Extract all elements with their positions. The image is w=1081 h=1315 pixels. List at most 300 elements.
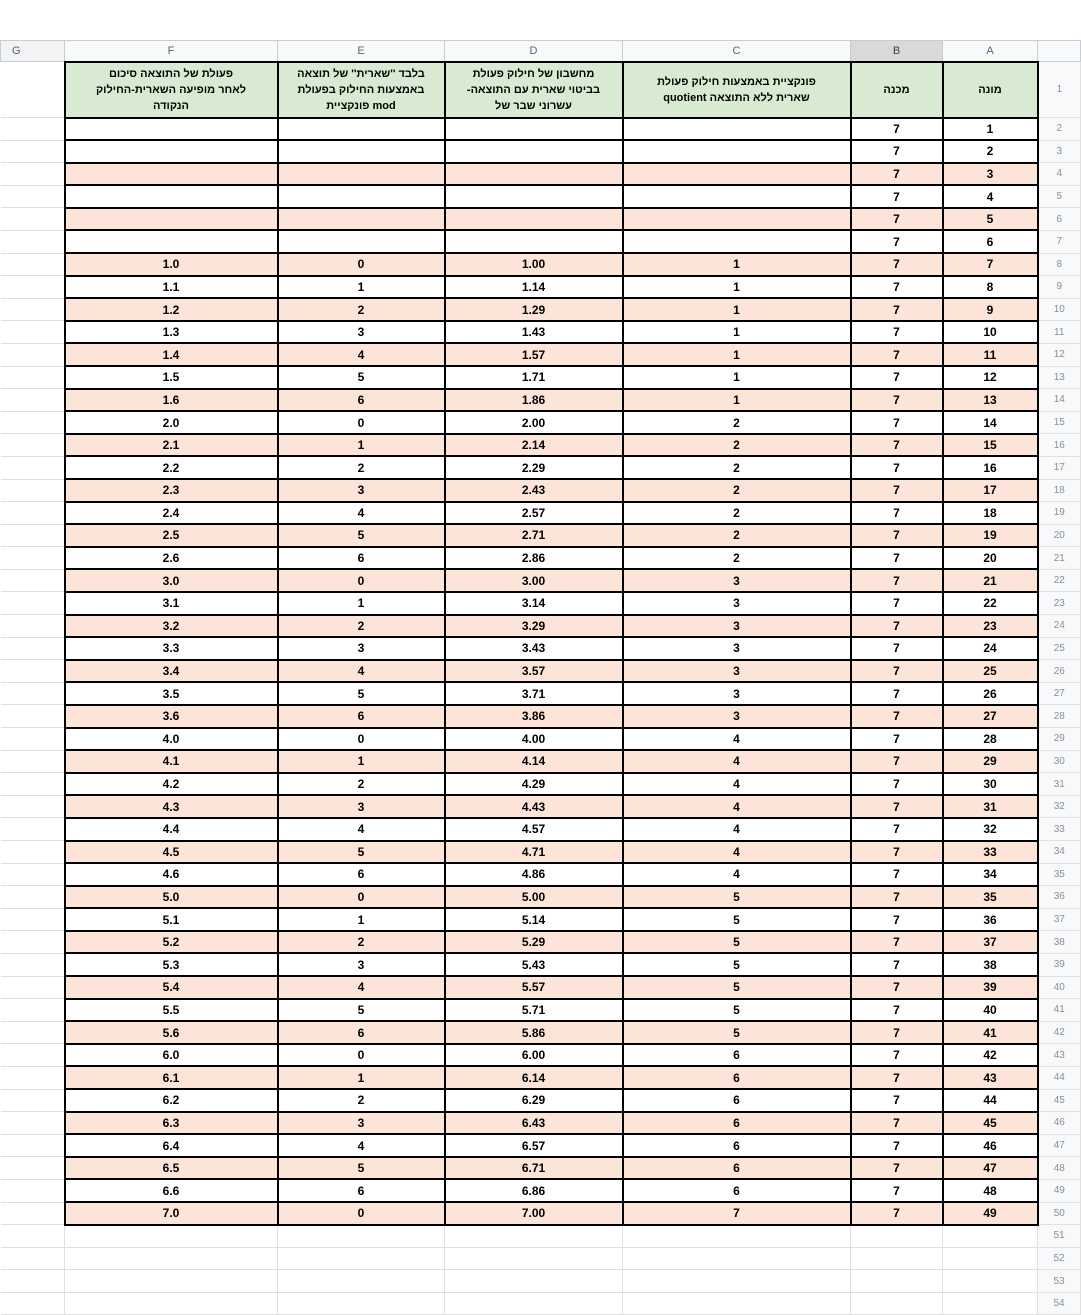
row-number-52[interactable]: 52 xyxy=(1038,1247,1081,1270)
cell-E18[interactable]: 3 xyxy=(278,479,445,502)
cell-A35[interactable]: 34 xyxy=(943,863,1038,886)
cell-G8[interactable] xyxy=(1,253,65,276)
cell-C42[interactable]: 5 xyxy=(623,1021,851,1044)
cell-A48[interactable]: 47 xyxy=(943,1157,1038,1180)
row-number-29[interactable]: 29 xyxy=(1038,728,1081,751)
cell-C48[interactable]: 6 xyxy=(623,1157,851,1180)
cell-D35[interactable]: 4.86 xyxy=(445,863,623,886)
cell-B40[interactable]: 7 xyxy=(851,976,943,999)
cell-E11[interactable]: 3 xyxy=(278,321,445,344)
column-header-F[interactable]: F xyxy=(65,41,278,62)
cell-D28[interactable]: 3.86 xyxy=(445,705,623,728)
cell-C21[interactable]: 2 xyxy=(623,547,851,570)
cell-E42[interactable]: 6 xyxy=(278,1021,445,1044)
cell-D18[interactable]: 2.43 xyxy=(445,479,623,502)
cell-B53[interactable] xyxy=(851,1270,943,1293)
header-cell-F1[interactable]: סיכום התוצאה של פעולת החילוק-השארית מופיעה לאחר הנקודה xyxy=(65,62,278,118)
cell-A32[interactable]: 31 xyxy=(943,795,1038,818)
cell-E22[interactable]: 0 xyxy=(278,569,445,592)
cell-E3[interactable] xyxy=(278,140,445,163)
cell-C15[interactable]: 2 xyxy=(623,411,851,434)
cell-G4[interactable] xyxy=(1,163,65,186)
cell-G23[interactable] xyxy=(1,592,65,615)
cell-C35[interactable]: 4 xyxy=(623,863,851,886)
cell-G6[interactable] xyxy=(1,208,65,231)
row-number-14[interactable]: 14 xyxy=(1038,389,1081,412)
cell-A17[interactable]: 16 xyxy=(943,456,1038,479)
cell-C37[interactable]: 5 xyxy=(623,908,851,931)
cell-G2[interactable] xyxy=(1,118,65,141)
cell-B22[interactable]: 7 xyxy=(851,569,943,592)
cell-E14[interactable]: 6 xyxy=(278,389,445,412)
cell-E20[interactable]: 5 xyxy=(278,524,445,547)
cell-A46[interactable]: 45 xyxy=(943,1112,1038,1135)
row-number-19[interactable]: 19 xyxy=(1038,502,1081,525)
cell-G24[interactable] xyxy=(1,615,65,638)
cell-G32[interactable] xyxy=(1,795,65,818)
cell-B31[interactable]: 7 xyxy=(851,773,943,796)
cell-D53[interactable] xyxy=(445,1270,623,1293)
cell-G43[interactable] xyxy=(1,1044,65,1067)
cell-B43[interactable]: 7 xyxy=(851,1044,943,1067)
column-header-E[interactable]: E xyxy=(278,41,445,62)
cell-G21[interactable] xyxy=(1,547,65,570)
cell-B33[interactable]: 7 xyxy=(851,818,943,841)
cell-D2[interactable] xyxy=(445,118,623,141)
cell-C9[interactable]: 1 xyxy=(623,276,851,299)
cell-A10[interactable]: 9 xyxy=(943,298,1038,321)
cell-D41[interactable]: 5.71 xyxy=(445,999,623,1022)
cell-B2[interactable]: 7 xyxy=(851,118,943,141)
cell-E27[interactable]: 5 xyxy=(278,682,445,705)
cell-F3[interactable] xyxy=(65,140,278,163)
cell-G53[interactable] xyxy=(1,1270,65,1293)
header-cell-B1[interactable]: מכנה xyxy=(851,62,943,118)
cell-B44[interactable]: 7 xyxy=(851,1066,943,1089)
cell-D20[interactable]: 2.71 xyxy=(445,524,623,547)
cell-A4[interactable]: 3 xyxy=(943,163,1038,186)
cell-F39[interactable]: 5.3 xyxy=(65,953,278,976)
column-header-D[interactable]: D xyxy=(445,41,623,62)
cell-D33[interactable]: 4.57 xyxy=(445,818,623,841)
cell-G22[interactable] xyxy=(1,569,65,592)
row-number-36[interactable]: 36 xyxy=(1038,886,1081,909)
cell-A3[interactable]: 2 xyxy=(943,140,1038,163)
cell-D37[interactable]: 5.14 xyxy=(445,908,623,931)
cell-F47[interactable]: 6.4 xyxy=(65,1134,278,1157)
cell-D5[interactable] xyxy=(445,185,623,208)
cell-C47[interactable]: 6 xyxy=(623,1134,851,1157)
cell-D49[interactable]: 6.86 xyxy=(445,1179,623,1202)
cell-G28[interactable] xyxy=(1,705,65,728)
header-cell-D1[interactable]: פעולת חילוק של מחשבון -התוצאה עם שארית בביטוי של שבר עשרוני xyxy=(445,62,623,118)
cell-D16[interactable]: 2.14 xyxy=(445,434,623,457)
cell-G54[interactable] xyxy=(1,1292,65,1315)
cell-C52[interactable] xyxy=(623,1247,851,1270)
cell-E21[interactable]: 6 xyxy=(278,547,445,570)
cell-F9[interactable]: 1.1 xyxy=(65,276,278,299)
header-cell-E1[interactable]: תוצאה של ''שארית'' בלבד בפעולת החילוק באמצעות פונקציית mod xyxy=(278,62,445,118)
cell-C40[interactable]: 5 xyxy=(623,976,851,999)
row-number-5[interactable]: 5 xyxy=(1038,185,1081,208)
row-number-46[interactable]: 46 xyxy=(1038,1112,1081,1135)
cell-D17[interactable]: 2.29 xyxy=(445,456,623,479)
cell-F42[interactable]: 5.6 xyxy=(65,1021,278,1044)
cell-A53[interactable] xyxy=(943,1270,1038,1293)
cell-F36[interactable]: 5.0 xyxy=(65,886,278,909)
cell-A14[interactable]: 13 xyxy=(943,389,1038,412)
cell-E15[interactable]: 0 xyxy=(278,411,445,434)
cell-F4[interactable] xyxy=(65,163,278,186)
cell-D9[interactable]: 1.14 xyxy=(445,276,623,299)
row-number-16[interactable]: 16 xyxy=(1038,434,1081,457)
cell-G31[interactable] xyxy=(1,773,65,796)
cell-G17[interactable] xyxy=(1,456,65,479)
row-number-7[interactable]: 7 xyxy=(1038,230,1081,253)
cell-B16[interactable]: 7 xyxy=(851,434,943,457)
cell-G19[interactable] xyxy=(1,502,65,525)
cell-F11[interactable]: 1.3 xyxy=(65,321,278,344)
cell-G39[interactable] xyxy=(1,953,65,976)
cell-B9[interactable]: 7 xyxy=(851,276,943,299)
cell-E48[interactable]: 5 xyxy=(278,1157,445,1180)
cell-C20[interactable]: 2 xyxy=(623,524,851,547)
cell-B17[interactable]: 7 xyxy=(851,456,943,479)
cell-C50[interactable]: 7 xyxy=(623,1202,851,1225)
cell-G26[interactable] xyxy=(1,660,65,683)
cell-F5[interactable] xyxy=(65,185,278,208)
cell-D22[interactable]: 3.00 xyxy=(445,569,623,592)
row-number-38[interactable]: 38 xyxy=(1038,931,1081,954)
cell-B32[interactable]: 7 xyxy=(851,795,943,818)
cell-B26[interactable]: 7 xyxy=(851,660,943,683)
row-number-31[interactable]: 31 xyxy=(1038,773,1081,796)
cell-E35[interactable]: 6 xyxy=(278,863,445,886)
cell-F17[interactable]: 2.2 xyxy=(65,456,278,479)
cell-D7[interactable] xyxy=(445,230,623,253)
cell-A38[interactable]: 37 xyxy=(943,931,1038,954)
cell-G27[interactable] xyxy=(1,682,65,705)
cell-D51[interactable] xyxy=(445,1225,623,1248)
column-header-B[interactable]: B xyxy=(851,41,943,62)
cell-F18[interactable]: 2.3 xyxy=(65,479,278,502)
cell-B27[interactable]: 7 xyxy=(851,682,943,705)
cell-G41[interactable] xyxy=(1,999,65,1022)
cell-A7[interactable]: 6 xyxy=(943,230,1038,253)
cell-D4[interactable] xyxy=(445,163,623,186)
cell-C30[interactable]: 4 xyxy=(623,750,851,773)
cell-E30[interactable]: 1 xyxy=(278,750,445,773)
cell-E37[interactable]: 1 xyxy=(278,908,445,931)
cell-D23[interactable]: 3.14 xyxy=(445,592,623,615)
cell-E5[interactable] xyxy=(278,185,445,208)
cell-C7[interactable] xyxy=(623,230,851,253)
cell-G5[interactable] xyxy=(1,185,65,208)
cell-B25[interactable]: 7 xyxy=(851,637,943,660)
row-number-18[interactable]: 18 xyxy=(1038,479,1081,502)
cell-F24[interactable]: 3.2 xyxy=(65,615,278,638)
cell-E28[interactable]: 6 xyxy=(278,705,445,728)
cell-E40[interactable]: 4 xyxy=(278,976,445,999)
cell-E10[interactable]: 2 xyxy=(278,298,445,321)
cell-F23[interactable]: 3.1 xyxy=(65,592,278,615)
cell-C19[interactable]: 2 xyxy=(623,502,851,525)
cell-A15[interactable]: 14 xyxy=(943,411,1038,434)
cell-G16[interactable] xyxy=(1,434,65,457)
cell-A20[interactable]: 19 xyxy=(943,524,1038,547)
cell-D47[interactable]: 6.57 xyxy=(445,1134,623,1157)
row-number-40[interactable]: 40 xyxy=(1038,976,1081,999)
cell-B47[interactable]: 7 xyxy=(851,1134,943,1157)
cell-A11[interactable]: 10 xyxy=(943,321,1038,344)
cell-A45[interactable]: 44 xyxy=(943,1089,1038,1112)
cell-A5[interactable]: 4 xyxy=(943,185,1038,208)
cell-E51[interactable] xyxy=(278,1225,445,1248)
row-number-4[interactable]: 4 xyxy=(1038,163,1081,186)
cell-G45[interactable] xyxy=(1,1089,65,1112)
cell-F26[interactable]: 3.4 xyxy=(65,660,278,683)
row-number-26[interactable]: 26 xyxy=(1038,660,1081,683)
cell-G52[interactable] xyxy=(1,1247,65,1270)
cell-E13[interactable]: 5 xyxy=(278,366,445,389)
cell-D40[interactable]: 5.57 xyxy=(445,976,623,999)
cell-F43[interactable]: 6.0 xyxy=(65,1044,278,1067)
cell-D13[interactable]: 1.71 xyxy=(445,366,623,389)
cell-G29[interactable] xyxy=(1,728,65,751)
cell-D32[interactable]: 4.43 xyxy=(445,795,623,818)
cell-D36[interactable]: 5.00 xyxy=(445,886,623,909)
cell-A12[interactable]: 11 xyxy=(943,343,1038,366)
row-number-9[interactable]: 9 xyxy=(1038,276,1081,299)
cell-E49[interactable]: 6 xyxy=(278,1179,445,1202)
cell-G44[interactable] xyxy=(1,1066,65,1089)
cell-D6[interactable] xyxy=(445,208,623,231)
cell-A24[interactable]: 23 xyxy=(943,615,1038,638)
row-number-45[interactable]: 45 xyxy=(1038,1089,1081,1112)
cell-F13[interactable]: 1.5 xyxy=(65,366,278,389)
cell-A37[interactable]: 36 xyxy=(943,908,1038,931)
cell-F34[interactable]: 4.5 xyxy=(65,841,278,864)
row-number-43[interactable]: 43 xyxy=(1038,1044,1081,1067)
cell-D38[interactable]: 5.29 xyxy=(445,931,623,954)
cell-B54[interactable] xyxy=(851,1292,943,1315)
cell-G18[interactable] xyxy=(1,479,65,502)
cell-F35[interactable]: 4.6 xyxy=(65,863,278,886)
cell-E16[interactable]: 1 xyxy=(278,434,445,457)
cell-B10[interactable]: 7 xyxy=(851,298,943,321)
cell-C25[interactable]: 3 xyxy=(623,637,851,660)
row-number-41[interactable]: 41 xyxy=(1038,999,1081,1022)
cell-A22[interactable]: 21 xyxy=(943,569,1038,592)
cell-D46[interactable]: 6.43 xyxy=(445,1112,623,1135)
cell-C10[interactable]: 1 xyxy=(623,298,851,321)
cell-G47[interactable] xyxy=(1,1134,65,1157)
cell-A54[interactable] xyxy=(943,1292,1038,1315)
cell-B46[interactable]: 7 xyxy=(851,1112,943,1135)
cell-F8[interactable]: 1.0 xyxy=(65,253,278,276)
cell-C18[interactable]: 2 xyxy=(623,479,851,502)
cell-A40[interactable]: 39 xyxy=(943,976,1038,999)
cell-B21[interactable]: 7 xyxy=(851,547,943,570)
cell-G34[interactable] xyxy=(1,841,65,864)
cell-G42[interactable] xyxy=(1,1021,65,1044)
cell-D43[interactable]: 6.00 xyxy=(445,1044,623,1067)
cell-D15[interactable]: 2.00 xyxy=(445,411,623,434)
row-number-24[interactable]: 24 xyxy=(1038,615,1081,638)
cell-C8[interactable]: 1 xyxy=(623,253,851,276)
cell-F16[interactable]: 2.1 xyxy=(65,434,278,457)
cell-F38[interactable]: 5.2 xyxy=(65,931,278,954)
cell-F50[interactable]: 7.0 xyxy=(65,1202,278,1225)
cell-C53[interactable] xyxy=(623,1270,851,1293)
cell-D24[interactable]: 3.29 xyxy=(445,615,623,638)
cell-A33[interactable]: 32 xyxy=(943,818,1038,841)
cell-E6[interactable] xyxy=(278,208,445,231)
cell-G35[interactable] xyxy=(1,863,65,886)
cell-E24[interactable]: 2 xyxy=(278,615,445,638)
cell-E31[interactable]: 2 xyxy=(278,773,445,796)
cell-E52[interactable] xyxy=(278,1247,445,1270)
cell-D34[interactable]: 4.71 xyxy=(445,841,623,864)
cell-C45[interactable]: 6 xyxy=(623,1089,851,1112)
cell-B15[interactable]: 7 xyxy=(851,411,943,434)
cell-B45[interactable]: 7 xyxy=(851,1089,943,1112)
cell-E54[interactable] xyxy=(278,1292,445,1315)
cell-A26[interactable]: 25 xyxy=(943,660,1038,683)
cell-D29[interactable]: 4.00 xyxy=(445,728,623,751)
cell-F15[interactable]: 2.0 xyxy=(65,411,278,434)
cell-B7[interactable]: 7 xyxy=(851,230,943,253)
cell-E26[interactable]: 4 xyxy=(278,660,445,683)
cell-E8[interactable]: 0 xyxy=(278,253,445,276)
cell-E29[interactable]: 0 xyxy=(278,728,445,751)
cell-C32[interactable]: 4 xyxy=(623,795,851,818)
cell-A29[interactable]: 28 xyxy=(943,728,1038,751)
cell-F7[interactable] xyxy=(65,230,278,253)
cell-E23[interactable]: 1 xyxy=(278,592,445,615)
cell-G50[interactable] xyxy=(1,1202,65,1225)
cell-B29[interactable]: 7 xyxy=(851,728,943,751)
cell-A19[interactable]: 18 xyxy=(943,502,1038,525)
column-header-G[interactable]: G xyxy=(1,41,65,62)
cell-B36[interactable]: 7 xyxy=(851,886,943,909)
cell-F44[interactable]: 6.1 xyxy=(65,1066,278,1089)
cell-A43[interactable]: 42 xyxy=(943,1044,1038,1067)
cell-F31[interactable]: 4.2 xyxy=(65,773,278,796)
column-header-C[interactable]: C xyxy=(623,41,851,62)
cell-F33[interactable]: 4.4 xyxy=(65,818,278,841)
cell-C38[interactable]: 5 xyxy=(623,931,851,954)
cell-D30[interactable]: 4.14 xyxy=(445,750,623,773)
cell-E36[interactable]: 0 xyxy=(278,886,445,909)
cell-E2[interactable] xyxy=(278,118,445,141)
cell-A31[interactable]: 30 xyxy=(943,773,1038,796)
cell-G51[interactable] xyxy=(1,1225,65,1248)
cell-A23[interactable]: 22 xyxy=(943,592,1038,615)
cell-C28[interactable]: 3 xyxy=(623,705,851,728)
cell-D19[interactable]: 2.57 xyxy=(445,502,623,525)
cell-F2[interactable] xyxy=(65,118,278,141)
cell-D26[interactable]: 3.57 xyxy=(445,660,623,683)
cell-C46[interactable]: 6 xyxy=(623,1112,851,1135)
cell-B39[interactable]: 7 xyxy=(851,953,943,976)
cell-F21[interactable]: 2.6 xyxy=(65,547,278,570)
cell-F37[interactable]: 5.1 xyxy=(65,908,278,931)
row-number-22[interactable]: 22 xyxy=(1038,569,1081,592)
cell-G30[interactable] xyxy=(1,750,65,773)
cell-B24[interactable]: 7 xyxy=(851,615,943,638)
cell-C43[interactable]: 6 xyxy=(623,1044,851,1067)
cell-B4[interactable]: 7 xyxy=(851,163,943,186)
cell-C3[interactable] xyxy=(623,140,851,163)
cell-C16[interactable]: 2 xyxy=(623,434,851,457)
row-number-1[interactable]: 1 xyxy=(1038,62,1081,118)
row-number-50[interactable]: 50 xyxy=(1038,1202,1081,1225)
row-number-2[interactable]: 2 xyxy=(1038,118,1081,141)
cell-F19[interactable]: 2.4 xyxy=(65,502,278,525)
row-number-32[interactable]: 32 xyxy=(1038,795,1081,818)
cell-E25[interactable]: 3 xyxy=(278,637,445,660)
cell-D45[interactable]: 6.29 xyxy=(445,1089,623,1112)
cell-B5[interactable]: 7 xyxy=(851,185,943,208)
cell-G40[interactable] xyxy=(1,976,65,999)
cell-B23[interactable]: 7 xyxy=(851,592,943,615)
cell-G25[interactable] xyxy=(1,637,65,660)
column-header-A[interactable]: A xyxy=(943,41,1038,62)
cell-F30[interactable]: 4.1 xyxy=(65,750,278,773)
cell-G15[interactable] xyxy=(1,411,65,434)
cell-B50[interactable]: 7 xyxy=(851,1202,943,1225)
cell-C2[interactable] xyxy=(623,118,851,141)
cell-E32[interactable]: 3 xyxy=(278,795,445,818)
cell-A6[interactable]: 5 xyxy=(943,208,1038,231)
cell-E34[interactable]: 5 xyxy=(278,841,445,864)
cell-B30[interactable]: 7 xyxy=(851,750,943,773)
cell-F49[interactable]: 6.6 xyxy=(65,1179,278,1202)
cell-G13[interactable] xyxy=(1,366,65,389)
cell-A2[interactable]: 1 xyxy=(943,118,1038,141)
row-number-17[interactable]: 17 xyxy=(1038,456,1081,479)
cell-D11[interactable]: 1.43 xyxy=(445,321,623,344)
cell-C36[interactable]: 5 xyxy=(623,886,851,909)
cell-E12[interactable]: 4 xyxy=(278,343,445,366)
cell-F14[interactable]: 1.6 xyxy=(65,389,278,412)
row-number-51[interactable]: 51 xyxy=(1038,1225,1081,1248)
cell-B13[interactable]: 7 xyxy=(851,366,943,389)
cell-C22[interactable]: 3 xyxy=(623,569,851,592)
cell-A18[interactable]: 17 xyxy=(943,479,1038,502)
row-number-23[interactable]: 23 xyxy=(1038,592,1081,615)
cell-D27[interactable]: 3.71 xyxy=(445,682,623,705)
cell-C23[interactable]: 3 xyxy=(623,592,851,615)
cell-D25[interactable]: 3.43 xyxy=(445,637,623,660)
cell-E38[interactable]: 2 xyxy=(278,931,445,954)
header-cell-C1[interactable]: פעולת חילוק באמצעות פונקציית quotient התוצאה ללא שארית xyxy=(623,62,851,118)
cell-B51[interactable] xyxy=(851,1225,943,1248)
row-number-12[interactable]: 12 xyxy=(1038,343,1081,366)
cell-D48[interactable]: 6.71 xyxy=(445,1157,623,1180)
row-number-53[interactable]: 53 xyxy=(1038,1270,1081,1293)
cell-C17[interactable]: 2 xyxy=(623,456,851,479)
cell-C41[interactable]: 5 xyxy=(623,999,851,1022)
cell-A21[interactable]: 20 xyxy=(943,547,1038,570)
cell-F32[interactable]: 4.3 xyxy=(65,795,278,818)
cell-E53[interactable] xyxy=(278,1270,445,1293)
cell-G11[interactable] xyxy=(1,321,65,344)
header-cell-A1[interactable]: מונה xyxy=(943,62,1038,118)
cell-D21[interactable]: 2.86 xyxy=(445,547,623,570)
cell-D42[interactable]: 5.86 xyxy=(445,1021,623,1044)
